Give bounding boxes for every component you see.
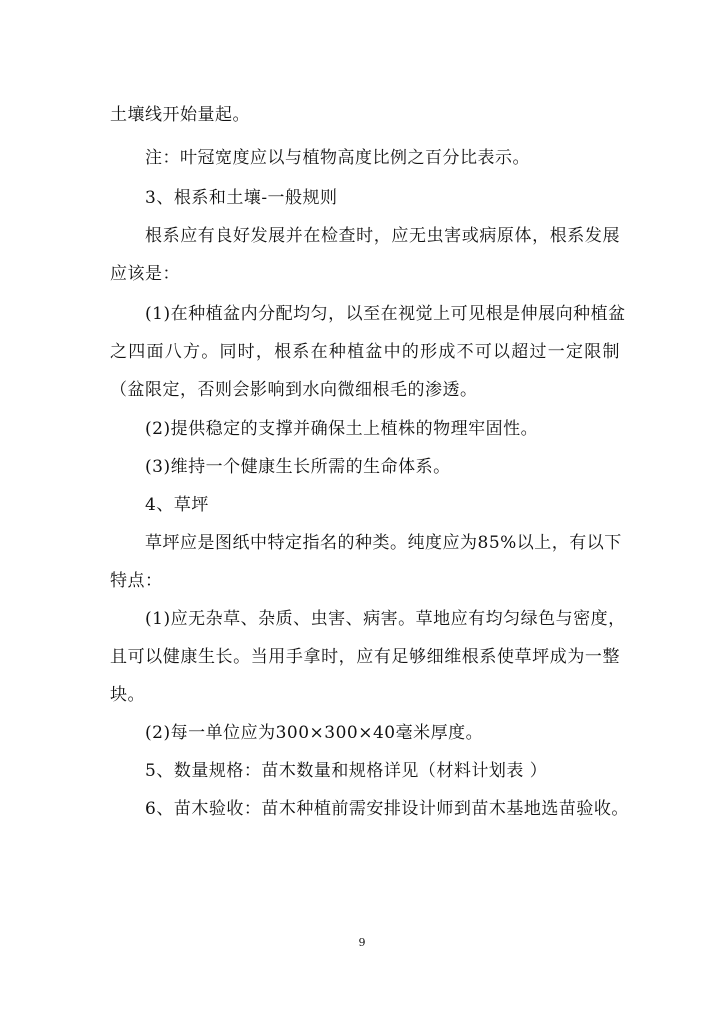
section-heading: 5、数量规格：苗木数量和规格详见（材料计划表 ） — [145, 761, 548, 781]
text-line: 特点： — [110, 571, 163, 591]
text-line: 根系应有良好发展并在检查时，应无虫害或病原体，根系发展 — [145, 226, 620, 246]
note-line: 注：叶冠宽度应以与植物高度比例之百分比表示。 — [145, 148, 530, 168]
list-item: (2)提供稳定的支撑并确保土上植株的物理牢固性。 — [145, 419, 539, 439]
text-line: （盆限定，否则会影响到水向微细根毛的渗透。 — [110, 380, 478, 400]
text-line: 块。 — [110, 685, 145, 705]
page-number: 9 — [358, 936, 366, 949]
section-heading: 4、草坪 — [145, 495, 209, 515]
section-heading: 6、苗木验收：苗木种植前需安排设计师到苗木基地选苗验收。 — [145, 799, 629, 819]
text-line: 草坪应是图纸中特定指名的种类。纯度应为85%以上，有以下 — [145, 533, 622, 553]
text-line: 之四面八方。同时，根系在种植盆中的形成不可以超过一定限制 — [110, 342, 620, 362]
list-item: (1)应无杂草、杂质、虫害、病害。草地应有均匀绿色与密度， — [145, 609, 626, 629]
section-heading: 3、根系和土壤-一般规则 — [145, 188, 338, 208]
list-item: (2)每一单位应为300×300×40毫米厚度。 — [145, 723, 484, 743]
list-item: (3)维持一个健康生长所需的生命体系。 — [145, 457, 451, 477]
text-line: 应该是： — [110, 264, 180, 284]
text-line: 土壤线开始量起。 — [110, 105, 250, 125]
list-item: (1)在种植盆内分配均匀，以至在视觉上可见根是伸展向种植盆 — [145, 304, 626, 324]
text-line: 且可以健康生长。当用手拿时，应有足够细维根系使草坪成为一整 — [110, 647, 620, 667]
